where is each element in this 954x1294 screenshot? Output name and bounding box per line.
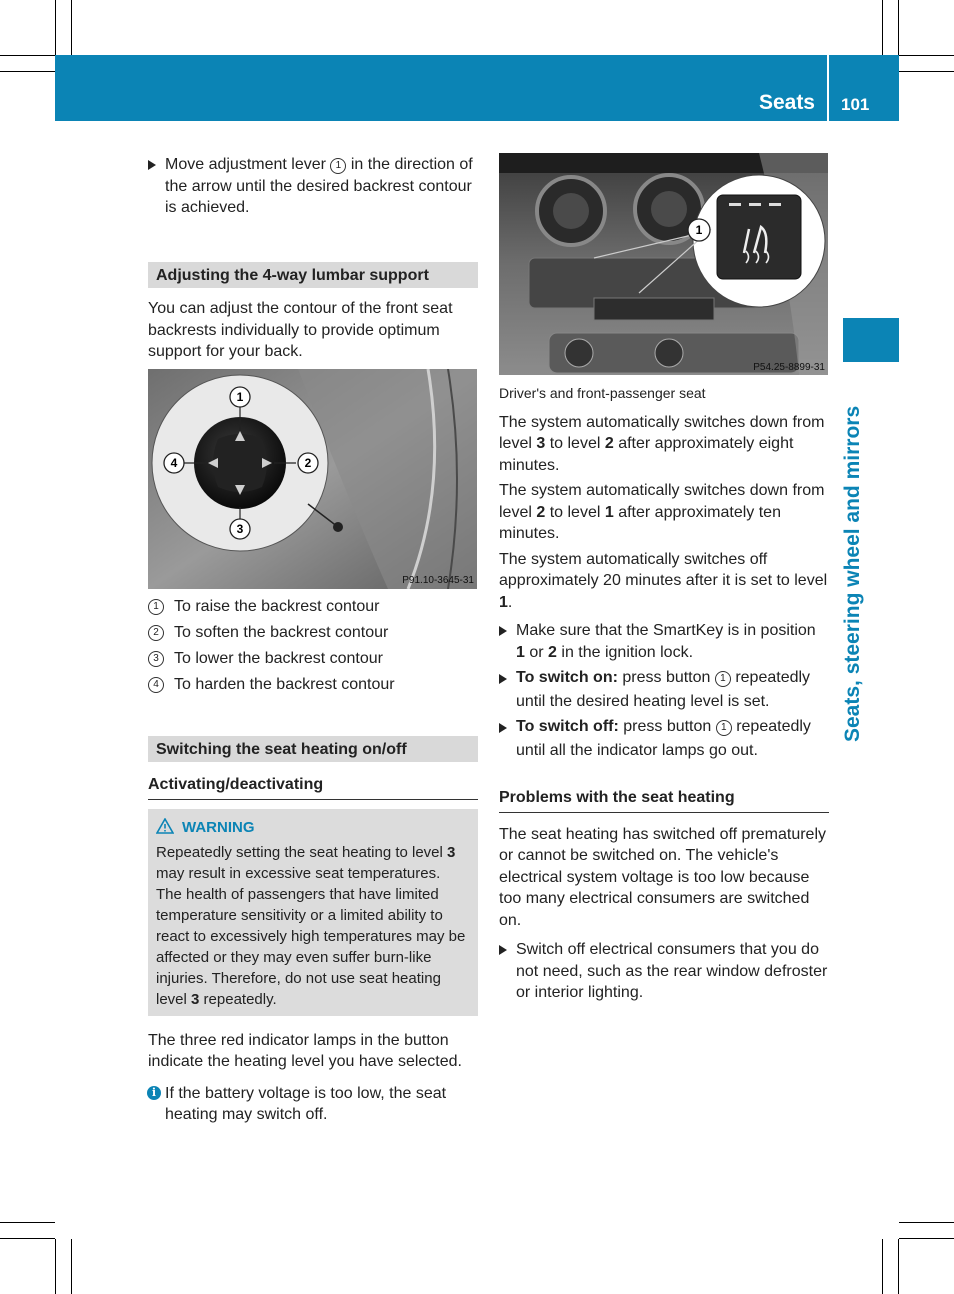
callout-4: 4 [170, 456, 178, 470]
callout-2: 2 [304, 456, 312, 470]
list-item-text: To harden the backrest contour [174, 676, 395, 693]
section-title: Seats [758, 91, 815, 114]
crop-mark [882, 0, 883, 55]
crop-mark [0, 1222, 55, 1223]
image-caption: Driver's and front-passenger seat [499, 385, 706, 401]
crop-mark [0, 55, 55, 56]
text: Move adjustment lever [165, 156, 331, 173]
list-item [148, 648, 478, 670]
info-note [148, 1083, 478, 1126]
crop-mark [71, 0, 72, 55]
list-item [148, 596, 478, 618]
crop-mark [898, 1239, 899, 1294]
crop-mark [55, 0, 56, 55]
callout-3: 3 [236, 522, 244, 536]
callout-number: 4 [148, 677, 164, 693]
image-code: P91.10-3645-31 [402, 575, 474, 586]
heating-body: The three red indicator lamps in the button indicate the heating level you have selected. [148, 1031, 462, 1070]
paragraph: The system automatically switches down from level 2 to level 1 after approximately ten minutes. [499, 482, 825, 542]
instruction-bullet: To switch on: press button 1 repeatedly until the desired heating level is set. [499, 666, 829, 714]
callout-number: 1 [330, 158, 346, 174]
paragraph: The system automatically switches down from level 3 to level 2 after approximately eight minutes. [499, 413, 825, 474]
instruction-bullet [148, 154, 478, 219]
instruction-bullet: Switch off electrical consumers that you do not need, such as the rear window defroster or interior lighting. [499, 939, 829, 1004]
lumbar-body: You can adjust the contour of the front seat backrests individually to provide optimum support for your back. [148, 300, 453, 360]
subheading: Problems with the seat heating [499, 787, 829, 813]
crop-mark [898, 0, 899, 55]
warning-box [148, 809, 478, 1016]
section-heading: Adjusting the 4-way lumbar support [148, 262, 478, 288]
crop-mark [71, 1239, 72, 1294]
list-item-text: To raise the backrest contour [174, 598, 380, 615]
chapter-title-text: Seats, steering wheel and mirrors [841, 405, 864, 742]
page-header [55, 55, 899, 121]
callout-number: 2 [148, 625, 164, 641]
bullet-arrow-icon [499, 626, 507, 636]
chapter-tab [843, 318, 899, 362]
heating-section [148, 736, 478, 1126]
left-column [148, 154, 478, 219]
callout-number: 1 [716, 720, 732, 736]
warning-text: Repeatedly setting the seat heating to level 3 may result in excessive seat temperatures. The health of passengers that have limited temperature sensitivity or a limited ability to react to excessively high temperatures may be affected or they may even suffer burn-like injuries. Therefore, do not use seat heating level 3 repeatedly. [156, 843, 466, 1008]
bullet-arrow-icon [499, 674, 507, 684]
list-item-text: To soften the backrest contour [174, 624, 389, 641]
crop-mark [0, 1238, 55, 1239]
info-icon: i [147, 1086, 161, 1100]
callout-number: 3 [148, 651, 164, 667]
section-heading: Switching the seat heating on/off [148, 736, 478, 762]
paragraph: The seat heating has switched off prematurely or cannot be switched on. The vehicle's electrical system voltage is too low because too many electrical consumers are switched on. [499, 825, 826, 929]
callout-number: 1 [715, 671, 731, 687]
info-text: If the battery voltage is too low, the seat heating may switch off. [165, 1084, 447, 1123]
crop-mark [899, 71, 954, 72]
text: in the direction of the arrow until the desired backrest contour is achieved. [165, 156, 473, 216]
lumbar-support-image [148, 369, 477, 589]
warning-icon [156, 818, 174, 834]
callout-1: 1 [695, 223, 703, 237]
callout-number: 1 [148, 599, 164, 615]
callout-1: 1 [236, 390, 244, 404]
bullet-arrow-icon [499, 723, 507, 733]
instruction-bullet: Make sure that the SmartKey is in position 1 or 2 in the ignition lock. [499, 620, 829, 663]
lumbar-legend [148, 596, 478, 700]
warning-label: WARNING [182, 818, 255, 836]
crop-mark [0, 71, 55, 72]
seat-heating-button-image [499, 153, 828, 375]
instruction-bullet: To switch off: press button 1 repeatedly until all the indicator lamps go out. [499, 715, 829, 763]
list-item-text: To lower the backrest contour [174, 650, 383, 667]
crop-mark [899, 1222, 954, 1223]
chapter-title [841, 370, 881, 750]
lumbar-section [148, 262, 478, 363]
page-number: 101 [841, 95, 870, 114]
crop-mark [899, 55, 954, 56]
warning-title [156, 817, 470, 838]
bullet-arrow-icon [148, 160, 156, 170]
crop-mark [899, 1238, 954, 1239]
paragraph: The system automatically switches off approximately 20 minutes after it is set to level 1. [499, 550, 828, 611]
subheading: Activating/deactivating [148, 774, 478, 800]
list-item [148, 622, 478, 644]
bullet-arrow-icon [499, 945, 507, 955]
right-column [499, 383, 829, 1004]
header-divider [827, 55, 829, 121]
image-code: P54.25-8899-31 [753, 362, 825, 373]
crop-mark [882, 1239, 883, 1294]
crop-mark [55, 1239, 56, 1294]
list-item [148, 674, 478, 696]
